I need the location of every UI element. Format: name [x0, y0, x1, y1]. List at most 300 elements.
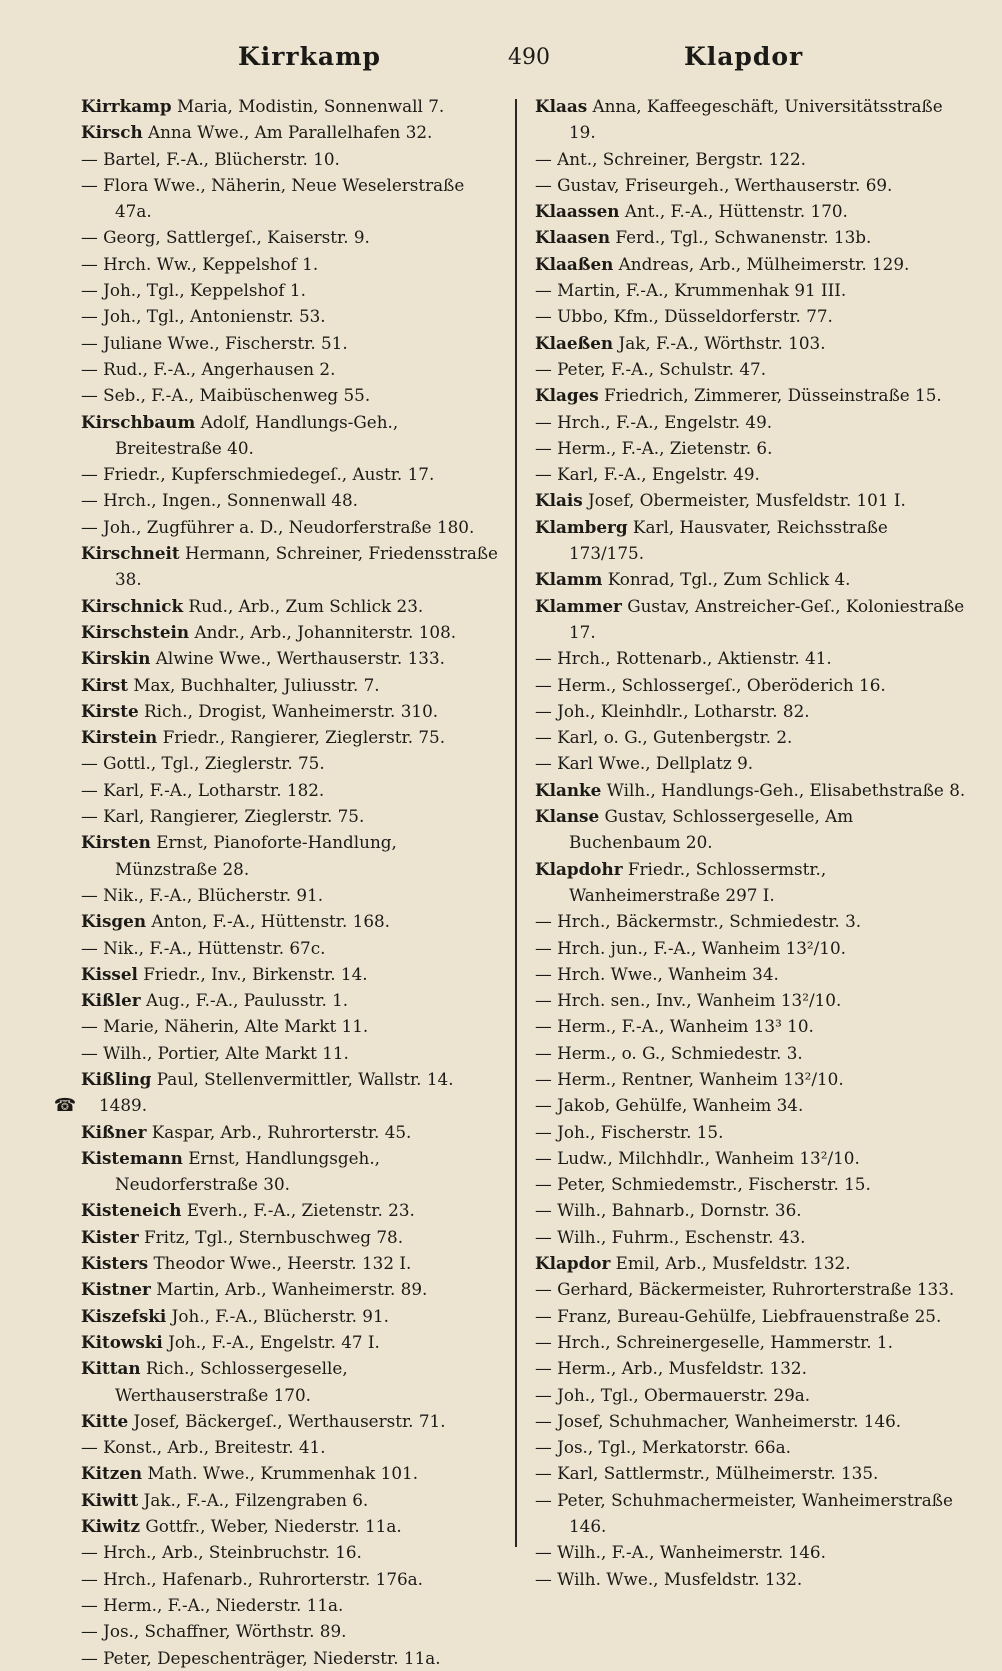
directory-entry: [81, 119, 501, 145]
entry-surname: —: [535, 464, 552, 485]
directory-entry: [535, 1303, 967, 1329]
directory-entry: [535, 1355, 967, 1381]
header-left-keyword: Kirrkamp: [238, 42, 382, 71]
directory-entry: [535, 382, 967, 408]
entry-surname: —: [535, 148, 552, 169]
entry-details: Rich., Drogist, Wanheimerstr. 310.: [138, 700, 439, 721]
directory-entry: [53, 1092, 501, 1118]
directory-entry: [535, 1539, 967, 1565]
entry-surname: Klapdor: [535, 1253, 611, 1274]
entry-details: Josef, Bäckergeſ., Werthauserstr. 71.: [128, 1410, 446, 1431]
phone-number: 1489.: [99, 1095, 148, 1116]
directory-entry: [535, 1566, 967, 1592]
directory-entry: [81, 1618, 501, 1644]
entry-details: Hermann, Schreiner, Friedensstraße 38.: [115, 543, 498, 590]
entry-details: Josef, Obermeister, Musfeldstr. 101 I.: [582, 490, 906, 511]
entry-details: Ernst, Pianoforte-Handlung, Münzstraße 28.: [115, 832, 397, 879]
entry-details: Paul, Stellenvermittler, Wallstr. 14.: [151, 1068, 454, 1089]
directory-entry: [535, 1092, 967, 1118]
directory-entry: [535, 277, 967, 303]
directory-entry: [81, 645, 501, 671]
directory-entry: [535, 987, 967, 1013]
entry-details: Ant., Schreiner, Bergstr. 122.: [551, 148, 806, 169]
directory-entry: [81, 461, 501, 487]
entry-surname: Kirst: [81, 674, 129, 695]
entry-details: Wilh., Bahnarb., Dornstr. 36.: [551, 1200, 802, 1221]
entry-surname: —: [81, 1016, 98, 1037]
entry-details: Hrch., Schreinergeselle, Hammerstr. 1.: [551, 1331, 893, 1352]
entry-surname: Kistemann: [81, 1147, 183, 1168]
directory-entry: [535, 935, 967, 961]
directory-entry: [535, 1250, 967, 1276]
entry-surname: —: [81, 253, 98, 274]
entry-surname: —: [81, 884, 98, 905]
directory-entry: [81, 1566, 501, 1592]
entry-surname: —: [535, 700, 552, 721]
entry-surname: —: [81, 332, 98, 353]
directory-entry: [81, 1250, 501, 1276]
entry-details: Hrch., Hafenarb., Ruhrorterstr. 176a.: [97, 1568, 424, 1589]
entry-surname: —: [81, 753, 98, 774]
directory-entry: [81, 382, 501, 408]
entry-details: Franz, Bureau-Gehülfe, Liebfrauenstraße 25.: [551, 1305, 942, 1326]
entry-details: Ernst, Handlungsgeh., Neudorferstraße 30.: [115, 1147, 380, 1195]
directory-entry: [535, 1460, 967, 1486]
directory-entry: [81, 1013, 501, 1039]
entry-details: Math. Wwe., Krummenhak 101.: [142, 1463, 419, 1484]
entry-surname: Klanke: [535, 779, 602, 800]
entry-details: Andr., Arb., Johanniterstr. 108.: [189, 621, 457, 642]
directory-entry: [81, 251, 501, 277]
entry-details: Friedr., Rangierer, Zieglerstr. 75.: [157, 727, 446, 748]
entry-details: Nik., F.-A., Hüttenstr. 67c.: [97, 937, 326, 958]
entry-details: Karl, Sattlermstr., Mülheimerstr. 135.: [551, 1463, 879, 1484]
directory-entry: [81, 1303, 501, 1329]
entry-details: Martin, F.-A., Krummenhak 91 III.: [551, 280, 847, 301]
directory-entry: [535, 303, 967, 329]
directory-entry: [81, 277, 501, 303]
directory-entry: [81, 750, 501, 776]
entry-details: Joh., F.-A., Engelstr. 47 I.: [162, 1331, 380, 1352]
column-divider: [515, 99, 517, 1547]
directory-entry: [535, 1171, 967, 1197]
directory-entry: [81, 1487, 501, 1513]
entry-details: Max, Buchhalter, Juliusstr. 7.: [128, 674, 380, 695]
entry-surname: —: [535, 674, 552, 695]
entry-surname: Kißler: [81, 990, 141, 1011]
directory-entry: [81, 1355, 501, 1408]
entry-surname: —: [81, 1647, 98, 1668]
entry-surname: Klaaßen: [535, 253, 614, 274]
directory-entry: [535, 146, 967, 172]
entry-details: Gottfr., Weber, Niederstr. 11a.: [140, 1516, 402, 1537]
entry-details: Friedr., Inv., Birkenstr. 14.: [137, 963, 368, 984]
directory-entry: [535, 698, 967, 724]
directory-entry: [535, 172, 967, 198]
directory-entry: [81, 172, 501, 225]
directory-entry: [535, 487, 967, 513]
directory-entry: [81, 1119, 501, 1145]
entry-surname: Kirstein: [81, 727, 158, 748]
entry-surname: —: [535, 911, 552, 932]
directory-entry: [535, 1040, 967, 1066]
entry-surname: Kirschnick: [81, 595, 184, 616]
entry-surname: Kitowski: [81, 1331, 163, 1352]
directory-entry: [81, 1197, 501, 1223]
entry-details: Marie, Näherin, Alte Markt 11.: [97, 1016, 369, 1037]
directory-entry: [81, 724, 501, 750]
entry-surname: —: [535, 1121, 552, 1142]
directory-entry: [81, 356, 501, 382]
entry-surname: —: [81, 1568, 98, 1589]
directory-entry: [535, 1066, 967, 1092]
entry-details: Hrch. jun., F.-A., Wanheim 13²/10.: [551, 937, 846, 958]
directory-entry: [535, 409, 967, 435]
directory-entry: [81, 908, 501, 934]
entry-details: Anton, F.-A., Hüttenstr. 168.: [146, 911, 391, 932]
entry-details: Anna Wwe., Am Parallelhafen 32.: [142, 122, 433, 143]
directory-entry: [81, 935, 501, 961]
page-number: 490: [508, 45, 550, 70]
entry-details: Georg, Sattlergeſ., Kaiserstr. 9.: [97, 227, 370, 248]
entry-surname: —: [535, 1095, 552, 1116]
entry-details: Gustav, Friseurgeh., Werthauserstr. 69.: [551, 174, 893, 195]
entry-details: Friedr., Kupferschmiedegeſ., Austr. 17.: [97, 464, 435, 485]
entry-details: Joh., Tgl., Obermauerstr. 29a.: [551, 1384, 811, 1405]
entry-surname: —: [81, 1621, 98, 1642]
directory-entry: [81, 146, 501, 172]
entry-details: Aug., F.-A., Paulusstr. 1.: [140, 990, 349, 1011]
entry-surname: Kirrkamp: [81, 96, 172, 116]
entry-surname: —: [81, 385, 98, 406]
entry-details: Rud., F.-A., Angerhausen 2.: [97, 358, 336, 379]
directory-entry: [535, 566, 967, 592]
entry-details: Hrch., F.-A., Engelstr. 49.: [551, 411, 773, 432]
entry-details: Konrad, Tgl., Zum Schlick 4.: [602, 569, 851, 590]
entry-surname: Kißling: [81, 1068, 152, 1089]
entry-details: Andreas, Arb., Mülheimerstr. 129.: [613, 253, 910, 274]
entry-surname: —: [81, 148, 98, 169]
directory-entry: [81, 514, 501, 540]
entry-details: Peter, Depeschenträger, Niederstr. 11a.: [97, 1647, 441, 1668]
directory-entry: [535, 435, 967, 461]
entry-details: Anna, Kaffeegeschäft, Universitätsstraße 19.: [569, 96, 943, 143]
directory-entry: [81, 1645, 501, 1671]
entry-details: Maria, Modistin, Sonnenwall 7.: [171, 96, 445, 116]
entry-surname: Klaas: [535, 96, 588, 116]
directory-entry: [535, 1224, 967, 1250]
directory-entry: [535, 908, 967, 934]
entry-details: Fritz, Tgl., Sternbuschweg 78.: [138, 1226, 404, 1247]
entry-details: Ludw., Milchhdlr., Wanheim 13²/10.: [551, 1147, 860, 1168]
directory-entry: [81, 1408, 501, 1434]
entry-surname: Kistner: [81, 1279, 151, 1300]
entry-details: Friedr., Schlossermstr., Wanheimerstraße 297 I.: [569, 858, 827, 905]
entry-surname: Kisteneich: [81, 1200, 182, 1221]
entry-details: Alwine Wwe., Werthauserstr. 133.: [150, 648, 445, 669]
entry-details: Karl, F.-A., Engelstr. 49.: [551, 464, 760, 485]
entry-surname: —: [81, 227, 98, 248]
directory-entry: [535, 724, 967, 750]
entry-surname: —: [535, 753, 552, 774]
entry-details: Hrch., Ingen., Sonnenwall 48.: [97, 490, 358, 511]
entry-details: Wilh., Fuhrm., Eschenstr. 43.: [551, 1226, 806, 1247]
entry-details: Peter, Schmiedemstr., Fischerstr. 15.: [551, 1174, 871, 1195]
entry-details: Gottl., Tgl., Zieglerstr. 75.: [97, 753, 325, 774]
entry-surname: —: [535, 1016, 552, 1037]
entry-details: Bartel, F.-A., Blücherstr. 10.: [97, 148, 340, 169]
entry-details: Jos., Schaffner, Wörthstr. 89.: [97, 1621, 347, 1642]
entry-surname: —: [81, 1437, 98, 1458]
entry-surname: Kittan: [81, 1358, 141, 1379]
entry-details: Herm., F.-A., Wanheim 13³ 10.: [551, 1016, 814, 1037]
entry-surname: Klais: [535, 490, 583, 511]
directory-entry: [535, 93, 967, 146]
entry-details: Rud., Arb., Zum Schlick 23.: [183, 595, 424, 616]
entry-surname: Kisters: [81, 1253, 149, 1274]
directory-entry: [81, 1329, 501, 1355]
directory-entry: [81, 698, 501, 724]
entry-surname: —: [535, 1200, 552, 1221]
directory-entry: [81, 619, 501, 645]
entry-surname: —: [535, 1174, 552, 1195]
entry-details: Karl, Hausvater, Reichsstraße 173/175.: [569, 516, 888, 564]
entry-surname: —: [535, 1279, 552, 1300]
entry-surname: —: [81, 1594, 98, 1615]
entry-details: Theodor Wwe., Heerstr. 132 I.: [148, 1253, 412, 1274]
entry-surname: —: [535, 1384, 552, 1405]
entry-surname: —: [535, 1358, 552, 1379]
entry-details: Joh., Zugführer a. D., Neudorferstraße 180.: [97, 516, 475, 537]
entry-details: Wilh., Portier, Alte Markt 11.: [97, 1042, 349, 1063]
entry-details: Konst., Arb., Breitestr. 41.: [97, 1437, 326, 1458]
directory-entry: [81, 1592, 501, 1618]
entry-surname: —: [535, 411, 552, 432]
directory-entry: [81, 803, 501, 829]
entry-surname: Kirsch: [81, 122, 143, 143]
entry-surname: Klanse: [535, 806, 600, 827]
entry-details: Peter, F.-A., Schulstr. 47.: [551, 358, 767, 379]
entry-surname: —: [535, 1068, 552, 1089]
directory-entry: [535, 777, 967, 803]
directory-entry: [81, 1066, 501, 1092]
entry-details: Hrch., Rottenarb., Aktienstr. 41.: [551, 648, 832, 669]
entry-details: Jak, F.-A., Wörthstr. 103.: [613, 332, 826, 353]
entry-surname: Kirsten: [81, 832, 151, 853]
entry-details: Friedrich, Zimmerer, Düsseinstraße 15.: [598, 385, 942, 406]
left-column: [53, 93, 501, 1671]
telephone-icon: ☎: [53, 1095, 77, 1117]
directory-entry: [535, 593, 967, 646]
entry-details: Peter, Schuhmachermeister, Wanheimerstraße 146.: [551, 1489, 953, 1537]
entry-surname: —: [81, 358, 98, 379]
directory-entry: [81, 1276, 501, 1302]
entry-details: Wilh., F.-A., Wanheimerstr. 146.: [551, 1542, 826, 1563]
directory-entry: [535, 750, 967, 776]
directory-entry: [535, 251, 967, 277]
entry-details: Herm., F.-A., Niederstr. 11a.: [97, 1594, 344, 1615]
directory-entry: [81, 93, 501, 119]
entry-surname: —: [535, 727, 552, 748]
entry-surname: Klaasen: [535, 227, 611, 248]
directory-entry: [535, 356, 967, 382]
entry-surname: Kiwitz: [81, 1516, 141, 1537]
entry-surname: —: [81, 280, 98, 301]
entry-details: Karl Wwe., Dellplatz 9.: [551, 753, 754, 774]
entry-details: Hrch. Ww., Keppelshof 1.: [97, 253, 319, 274]
entry-details: Juliane Wwe., Fischerstr. 51.: [97, 332, 348, 353]
entry-surname: Kiszefski: [81, 1305, 167, 1326]
directory-entry: [81, 1434, 501, 1460]
directory-entry: [535, 461, 967, 487]
entry-details: Gerhard, Bäckermeister, Ruhrorterstraße 133.: [551, 1279, 955, 1300]
entry-surname: Klamberg: [535, 516, 628, 537]
entry-surname: Kitte: [81, 1410, 129, 1431]
entry-details: Ferd., Tgl., Schwanenstr. 13b.: [610, 227, 872, 248]
entry-surname: Kisgen: [81, 911, 147, 932]
entry-details: Hrch. sen., Inv., Wanheim 13²/10.: [551, 990, 842, 1011]
entry-surname: Kirschbaum: [81, 411, 196, 432]
directory-entry: [81, 1460, 501, 1486]
entry-surname: —: [535, 1305, 552, 1326]
directory-entry: [535, 645, 967, 671]
entry-surname: Kitzen: [81, 1463, 143, 1484]
directory-entry: [81, 224, 501, 250]
entry-details: Karl, Rangierer, Zieglerstr. 75.: [97, 806, 365, 827]
entry-details: Adolf, Handlungs-Geh., Breitestraße 40.: [115, 411, 399, 458]
directory-entry: [535, 1145, 967, 1171]
directory-entry: [81, 593, 501, 619]
entry-surname: —: [535, 1489, 552, 1510]
entry-details: Ubbo, Kfm., Düsseldorferstr. 77.: [551, 306, 833, 327]
directory-entry: [81, 987, 501, 1013]
directory-entry: [81, 1040, 501, 1066]
entry-details: Hrch. Wwe., Wanheim 34.: [551, 963, 779, 984]
directory-entry: [81, 540, 501, 593]
entry-surname: Kissel: [81, 963, 138, 984]
entry-surname: —: [81, 937, 98, 958]
entry-surname: —: [535, 990, 552, 1011]
entry-surname: —: [535, 1147, 552, 1168]
entry-surname: —: [81, 490, 98, 511]
directory-entry: [535, 803, 967, 856]
entry-details: Wilh. Wwe., Musfeldstr. 132.: [551, 1568, 803, 1589]
entry-surname: —: [535, 174, 552, 195]
entry-details: Herm., o. G., Schmiedestr. 3.: [551, 1042, 803, 1063]
entry-details: Herm., Arb., Musfeldstr. 132.: [551, 1358, 807, 1379]
entry-surname: Kiwitt: [81, 1489, 139, 1510]
directory-entry: [535, 961, 967, 987]
directory-entry: [81, 882, 501, 908]
entry-surname: —: [535, 1042, 552, 1063]
entry-surname: —: [81, 306, 98, 327]
entry-details: Hrch., Bäckermstr., Schmiedestr. 3.: [551, 911, 862, 932]
directory-entry: [535, 1197, 967, 1223]
entry-surname: Klapdohr: [535, 858, 623, 879]
directory-entry: [81, 961, 501, 987]
directory-entry: [535, 1329, 967, 1355]
entry-details: Wilh., Handlungs-Geh., Elisabethstraße 8.: [601, 779, 966, 800]
entry-surname: —: [535, 358, 552, 379]
entry-surname: —: [81, 1542, 98, 1563]
entry-details: Joh., Fischerstr. 15.: [551, 1121, 724, 1142]
entry-details: Hrch., Arb., Steinbruchstr. 16.: [97, 1542, 362, 1563]
entry-details: Emil, Arb., Musfeldstr. 132.: [610, 1253, 851, 1274]
entry-surname: Klages: [535, 385, 599, 406]
directory-entry: [535, 1119, 967, 1145]
directory-entry: [535, 856, 967, 909]
directory-entry: [81, 409, 501, 462]
entry-details: Nik., F.-A., Blücherstr. 91.: [97, 884, 324, 905]
entry-details: Karl, F.-A., Lotharstr. 182.: [97, 779, 325, 800]
entry-details: Jakob, Gehülfe, Wanheim 34.: [551, 1095, 804, 1116]
entry-details: Josef, Schuhmacher, Wanheimerstr. 146.: [551, 1410, 902, 1431]
entry-details: Gustav, Anstreicher-Geſ., Koloniestraße 17.: [569, 595, 965, 642]
entry-surname: —: [81, 1042, 98, 1063]
directory-entry: [81, 777, 501, 803]
directory-entry: [535, 224, 967, 250]
directory-entry: [81, 487, 501, 513]
entry-details: Martin, Arb., Wanheimerstr. 89.: [150, 1279, 428, 1300]
entry-details: Gustav, Schlossergeselle, Am Buchenbaum 20.: [569, 806, 854, 853]
entry-surname: —: [535, 937, 552, 958]
directory-entry: [81, 829, 501, 882]
directory-entry: [535, 1276, 967, 1302]
entry-surname: —: [535, 963, 552, 984]
entry-surname: Klammer: [535, 595, 622, 616]
entry-details: Flora Wwe., Näherin, Neue Weselerstraße 47a.: [97, 174, 465, 222]
directory-entry: [535, 1487, 967, 1540]
entry-details: Rich., Schlossergeselle, Werthauserstraße 170.: [115, 1358, 348, 1405]
right-column: [535, 93, 967, 1592]
entry-details: Karl, o. G., Gutenbergstr. 2.: [551, 727, 793, 748]
entry-surname: Kirskin: [81, 648, 151, 669]
entry-surname: —: [535, 1542, 552, 1563]
directory-entry: [81, 1513, 501, 1539]
directory-entry: [81, 1145, 501, 1198]
page-header: [80, 42, 964, 82]
entry-surname: —: [535, 1331, 552, 1352]
entry-details: Kaspar, Arb., Ruhrorterstr. 45.: [146, 1121, 412, 1142]
directory-entry: [535, 1013, 967, 1039]
entry-surname: —: [535, 437, 552, 458]
entry-surname: Kirschneit: [81, 543, 180, 564]
directory-entry: [535, 514, 967, 567]
entry-surname: Kißner: [81, 1121, 147, 1142]
entry-surname: —: [535, 1568, 552, 1589]
directory-entry: [535, 1434, 967, 1460]
entry-surname: —: [535, 648, 552, 669]
entry-surname: —: [81, 516, 98, 537]
entry-surname: Klamm: [535, 569, 603, 590]
directory-entry: [81, 330, 501, 356]
entry-surname: —: [535, 1410, 552, 1431]
directory-entry: [81, 303, 501, 329]
entry-surname: Kirschstein: [81, 621, 190, 642]
entry-details: Joh., Kleinhdlr., Lotharstr. 82.: [551, 700, 810, 721]
entry-details: Herm., F.-A., Zietenstr. 6.: [551, 437, 773, 458]
entry-surname: —: [81, 806, 98, 827]
entry-surname: —: [535, 1226, 552, 1247]
entry-details: Everh., F.-A., Zietenstr. 23.: [181, 1200, 415, 1221]
entry-details: Herm., Rentner, Wanheim 13²/10.: [551, 1068, 844, 1089]
entry-details: Herm., Schlossergeſ., Oberöderich 16.: [551, 674, 886, 695]
entry-details: Joh., Tgl., Keppelshof 1.: [97, 280, 306, 301]
entry-details: Joh., F.-A., Blücherstr. 91.: [166, 1305, 389, 1326]
directory-entry: [81, 672, 501, 698]
entry-surname: Klaassen: [535, 201, 620, 222]
directory-entry: [535, 198, 967, 224]
